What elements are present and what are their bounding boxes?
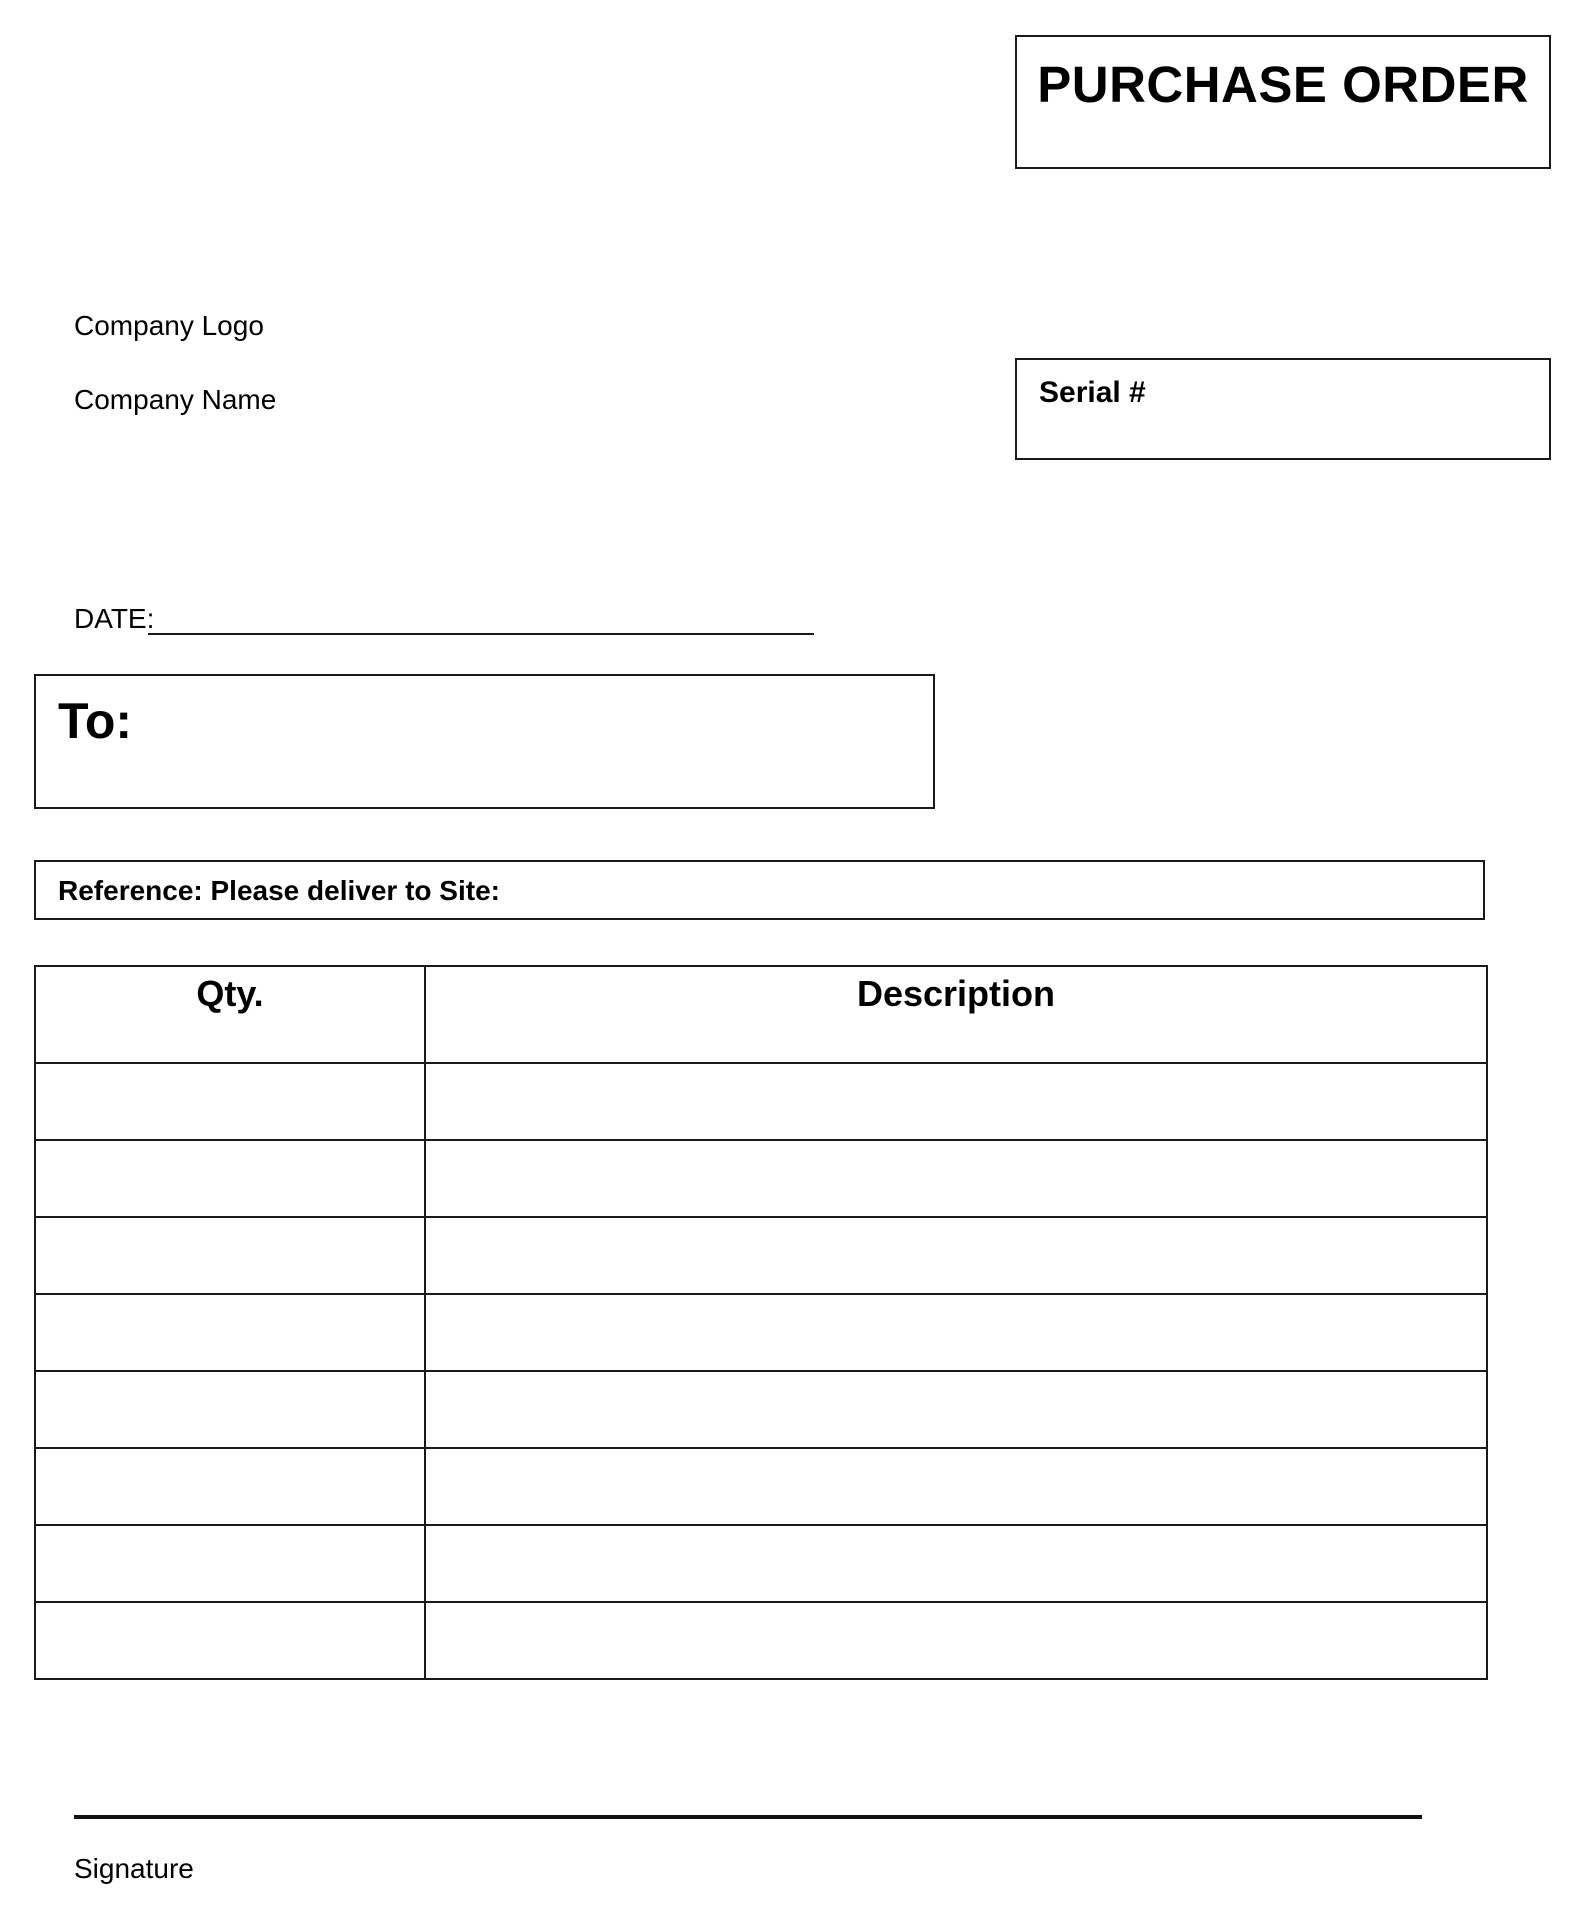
qty-cell[interactable] xyxy=(35,1602,425,1679)
table-row xyxy=(35,1140,1487,1217)
qty-cell[interactable] xyxy=(35,1294,425,1371)
reference-field[interactable] xyxy=(34,860,1485,920)
table-row xyxy=(35,1525,1487,1602)
description-column-header: Description xyxy=(425,966,1487,1063)
description-cell[interactable] xyxy=(425,1063,1487,1140)
qty-cell[interactable] xyxy=(35,1525,425,1602)
recipient-field[interactable] xyxy=(34,674,935,809)
table-row xyxy=(35,1448,1487,1525)
description-cell[interactable] xyxy=(425,1140,1487,1217)
qty-cell[interactable] xyxy=(35,1063,425,1140)
serial-number-label: Serial # xyxy=(1039,376,1146,409)
description-cell[interactable] xyxy=(425,1371,1487,1448)
table-row xyxy=(35,1063,1487,1140)
company-logo-placeholder: Company Logo xyxy=(74,310,264,341)
items-table xyxy=(34,965,1488,1680)
serial-number-field[interactable] xyxy=(1015,358,1551,460)
recipient-label: To: xyxy=(58,693,133,749)
signature-line[interactable] xyxy=(74,1815,1422,1819)
description-cell[interactable] xyxy=(425,1294,1487,1371)
table-row xyxy=(35,1294,1487,1371)
page-title: PURCHASE ORDER xyxy=(1037,56,1529,113)
items-table-body xyxy=(35,1063,1487,1679)
signature-label: Signature xyxy=(74,1853,194,1884)
qty-cell[interactable] xyxy=(35,1371,425,1448)
date-label: DATE: xyxy=(74,603,155,634)
reference-label: Reference: Please deliver to Site: xyxy=(58,875,500,906)
date-field-line[interactable] xyxy=(148,633,814,635)
table-row xyxy=(35,1602,1487,1679)
qty-cell[interactable] xyxy=(35,1217,425,1294)
title-box xyxy=(1015,35,1551,169)
qty-column-header: Qty. xyxy=(35,966,425,1063)
table-row xyxy=(35,1217,1487,1294)
description-cell[interactable] xyxy=(425,1448,1487,1525)
description-cell[interactable] xyxy=(425,1525,1487,1602)
company-name-placeholder: Company Name xyxy=(74,384,277,415)
qty-cell[interactable] xyxy=(35,1140,425,1217)
table-header-row xyxy=(35,966,1487,1063)
table-row xyxy=(35,1371,1487,1448)
qty-cell[interactable] xyxy=(35,1448,425,1525)
description-cell[interactable] xyxy=(425,1217,1487,1294)
description-cell[interactable] xyxy=(425,1602,1487,1679)
